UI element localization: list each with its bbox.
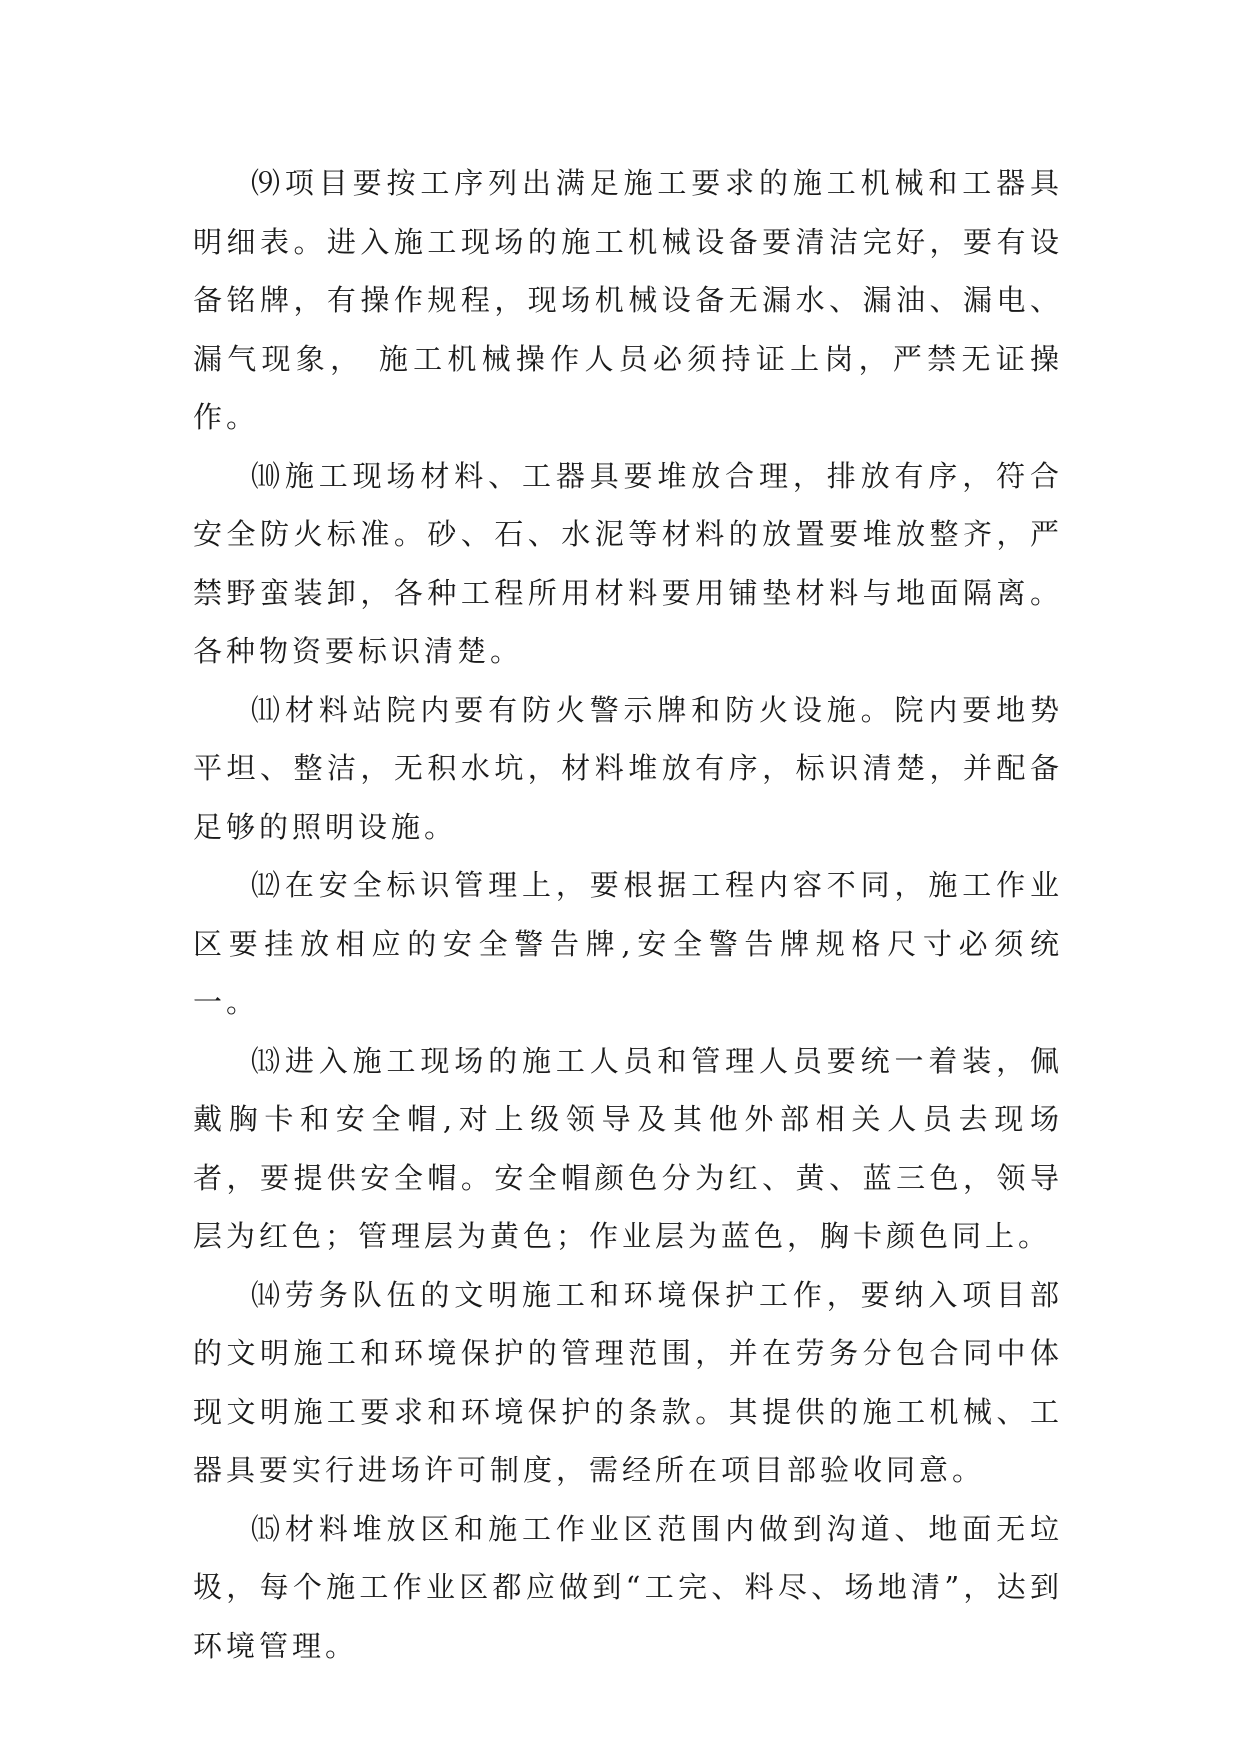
paragraph-13: ⒀进入施工现场的施工人员和管理人员要统一着装，佩戴胸卡和安全帽,对上级领导及其他外部相关人员去现场者，要提供安全帽。安全帽颜色分为红、黄、蓝三色，领导层为红色；管理层为黄色；作业层为蓝色，胸卡颜色同上。: [193, 1043, 1063, 1253]
paragraph-11: ⑾材料站院内要有防火警示牌和防火设施。院内要地势平坦、整洁，无积水坑，材料堆放有序，标识清楚，并配备足够的照明设施。: [193, 692, 1063, 844]
paragraph-15: ⒂材料堆放区和施工作业区范围内做到沟道、地面无垃圾，每个施工作业区都应做到“工完、料尽、场地清”，达到环境管理。: [193, 1511, 1063, 1663]
paragraph-14: ⒁劳务队伍的文明施工和环境保护工作，要纳入项目部的文明施工和环境保护的管理范围，并在劳务分包合同中体现文明施工要求和环境保护的条款。其提供的施工机械、工器具要实行进场许可制度，需经所在项目部验收同意。: [193, 1277, 1063, 1487]
paragraph-12: ⑿在安全标识管理上，要根据工程内容不同，施工作业区要挂放相应的安全警告牌,安全警告牌规格尺寸必须统一。: [193, 868, 1063, 1019]
paragraph-10: ⑽施工现场材料、工器具要堆放合理，排放有序，符合安全防火标准。砂、石、水泥等材料的放置要堆放整齐，严禁野蛮装卸，各种工程所用材料要用铺垫材料与地面隔离。各种物资要标识清楚。: [193, 458, 1063, 668]
paragraph-9: ⑼项目要按工序列出满足施工要求的施工机械和工器具明细表。进入施工现场的施工机械设备要清洁完好，要有设备铭牌，有操作规程，现场机械设备无漏水、漏油、漏电、漏气现象， 施工机械操作人员必须持证上岗，严禁无证操作。: [193, 166, 1063, 434]
document-body: [193, 154, 1063, 1675]
